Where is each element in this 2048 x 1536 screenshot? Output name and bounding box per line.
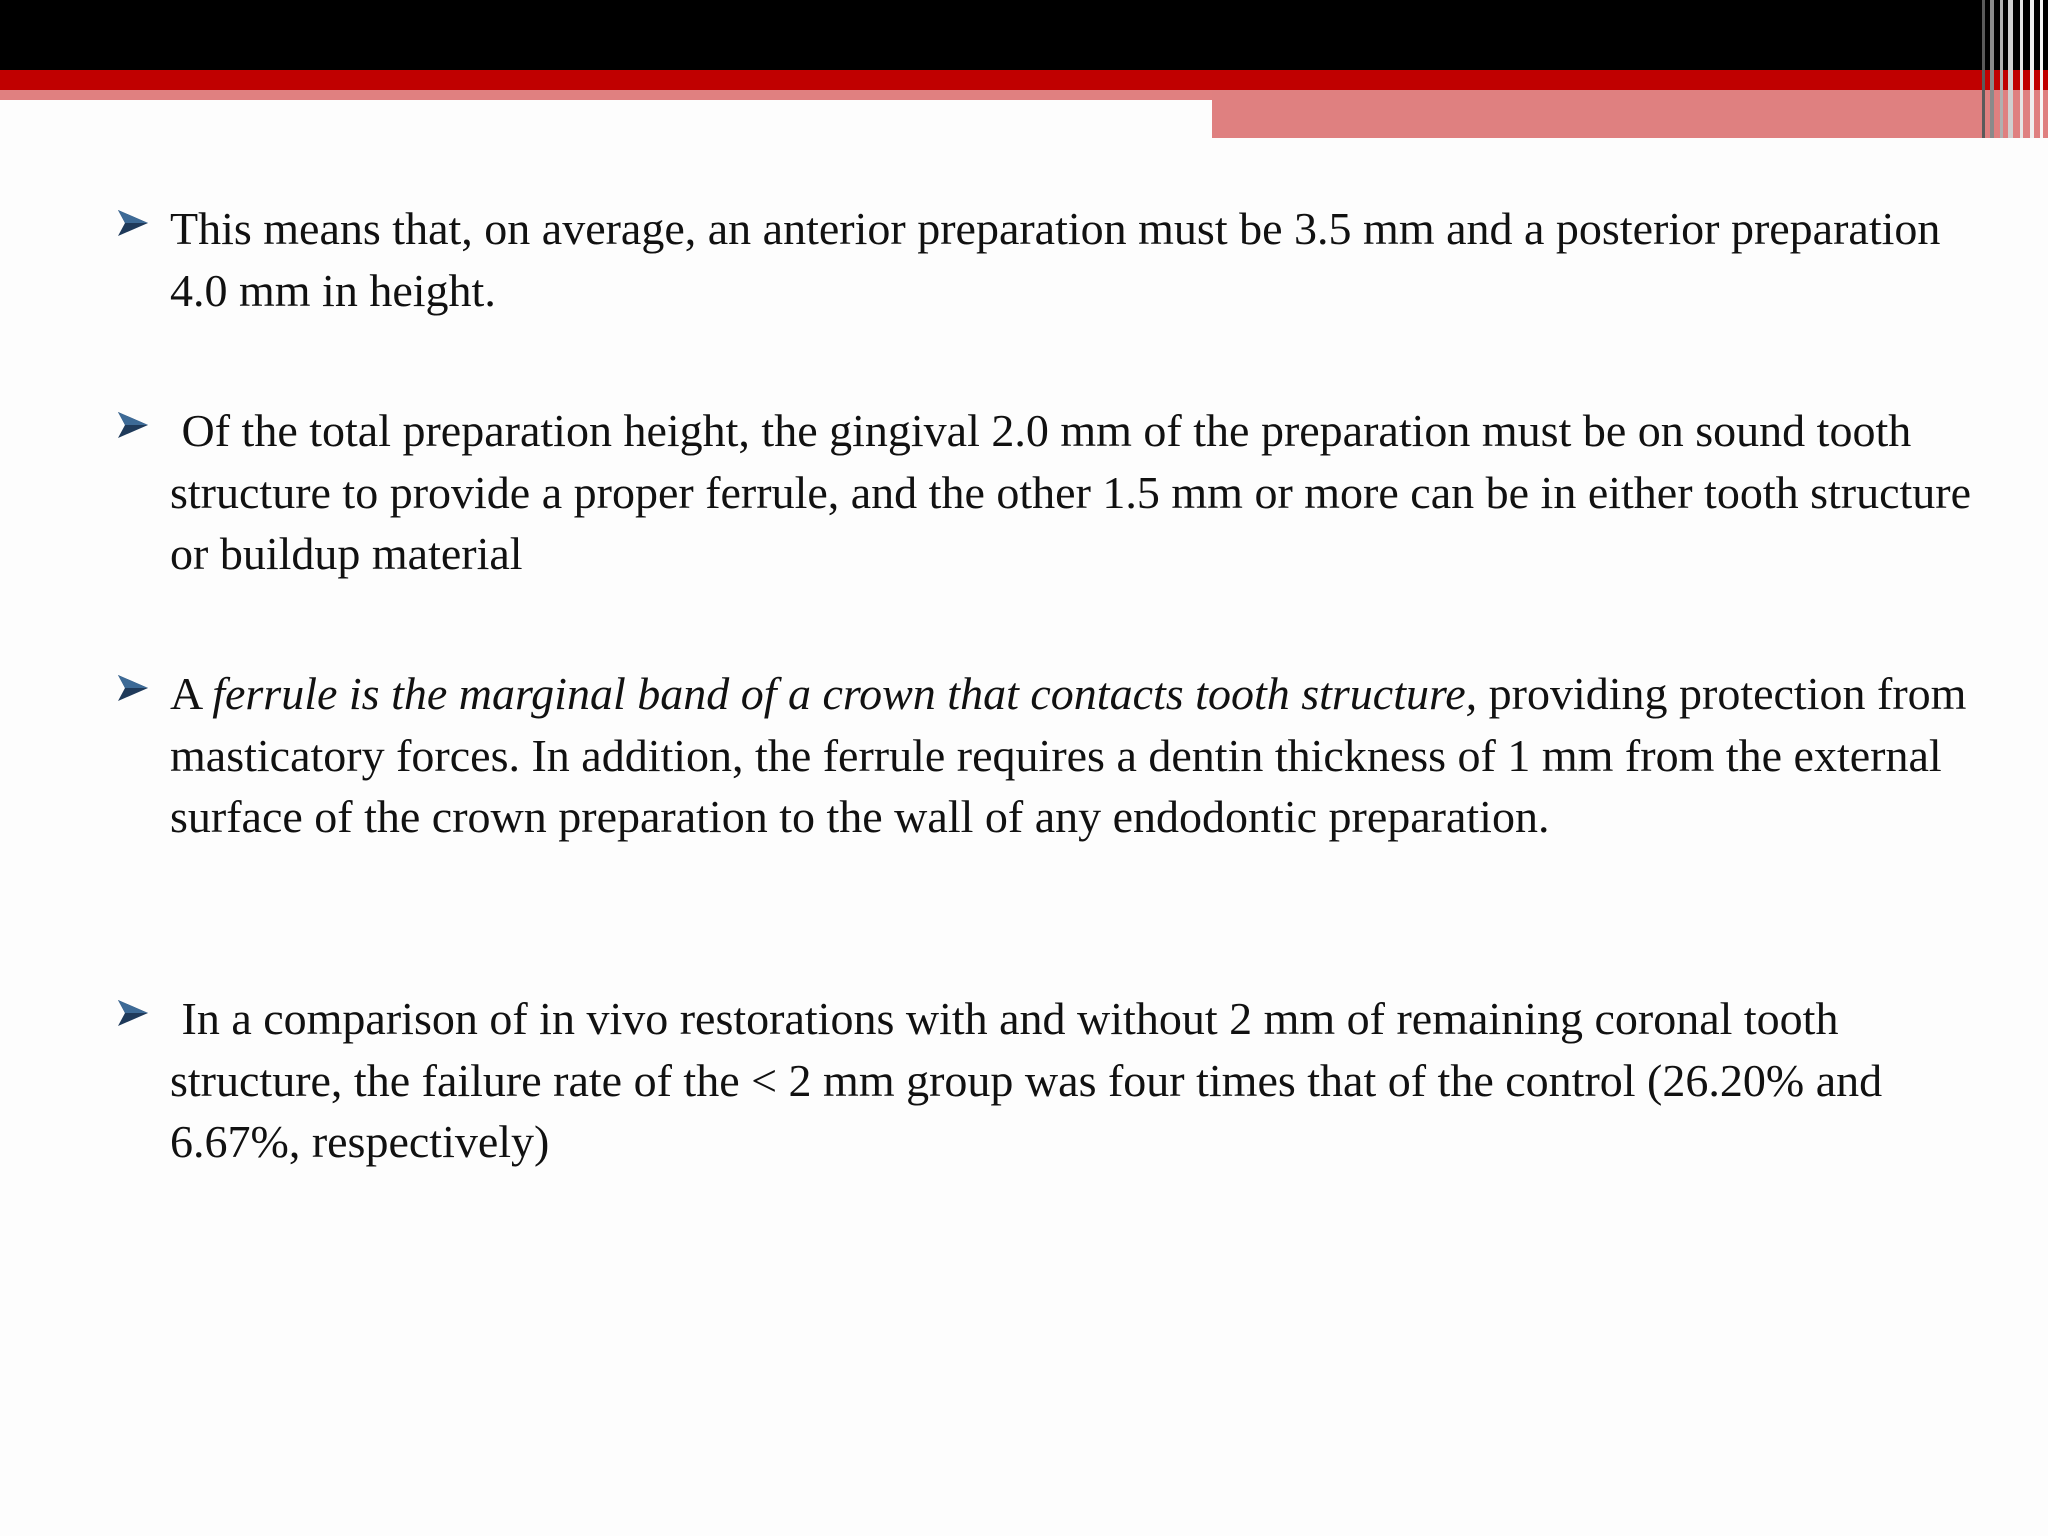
arrow-bullet-icon	[116, 208, 150, 238]
ferrule-definition-italic: ferrule is the marginal band of a crown that contacts tooth structure,	[212, 668, 1478, 719]
bullet-text: In a comparison of in vivo restorations with and without 2 mm of remaining coronal tooth structure, the failure rate of the < 2 mm group was four times that of the control (26.20% and 6.67%, respectively)	[170, 993, 1894, 1167]
header-black-bar	[0, 0, 2048, 70]
arrow-bullet-icon	[116, 673, 150, 703]
bullet-text	[170, 663, 1996, 848]
header-red-bar	[0, 70, 2048, 90]
bullet-text: Of the total preparation height, the gingival 2.0 mm of the preparation must be on sound tooth structure to provide a proper ferrule, and the other 1.5 mm or more can be in either tooth structure or buildup material	[170, 405, 1983, 579]
bullet-text: This means that, on average, an anterior preparation must be 3.5 mm and a posterior preparation 4.0 mm in height.	[170, 203, 1941, 316]
bullet-text-rest: providing protection from masticatory forces. In addition, the ferrule requires a dentin thickness of 1 mm from the external surface of the crown preparation to the wall of any endodontic preparation.	[170, 668, 1978, 842]
header-pink-bar-right	[1212, 90, 2048, 138]
arrow-bullet-icon	[116, 410, 150, 440]
header-stripes-decoration	[1978, 0, 2048, 138]
header-pink-bar-left	[0, 90, 1212, 100]
arrow-bullet-icon	[116, 998, 150, 1028]
bullet-text-lead: A	[170, 668, 213, 719]
